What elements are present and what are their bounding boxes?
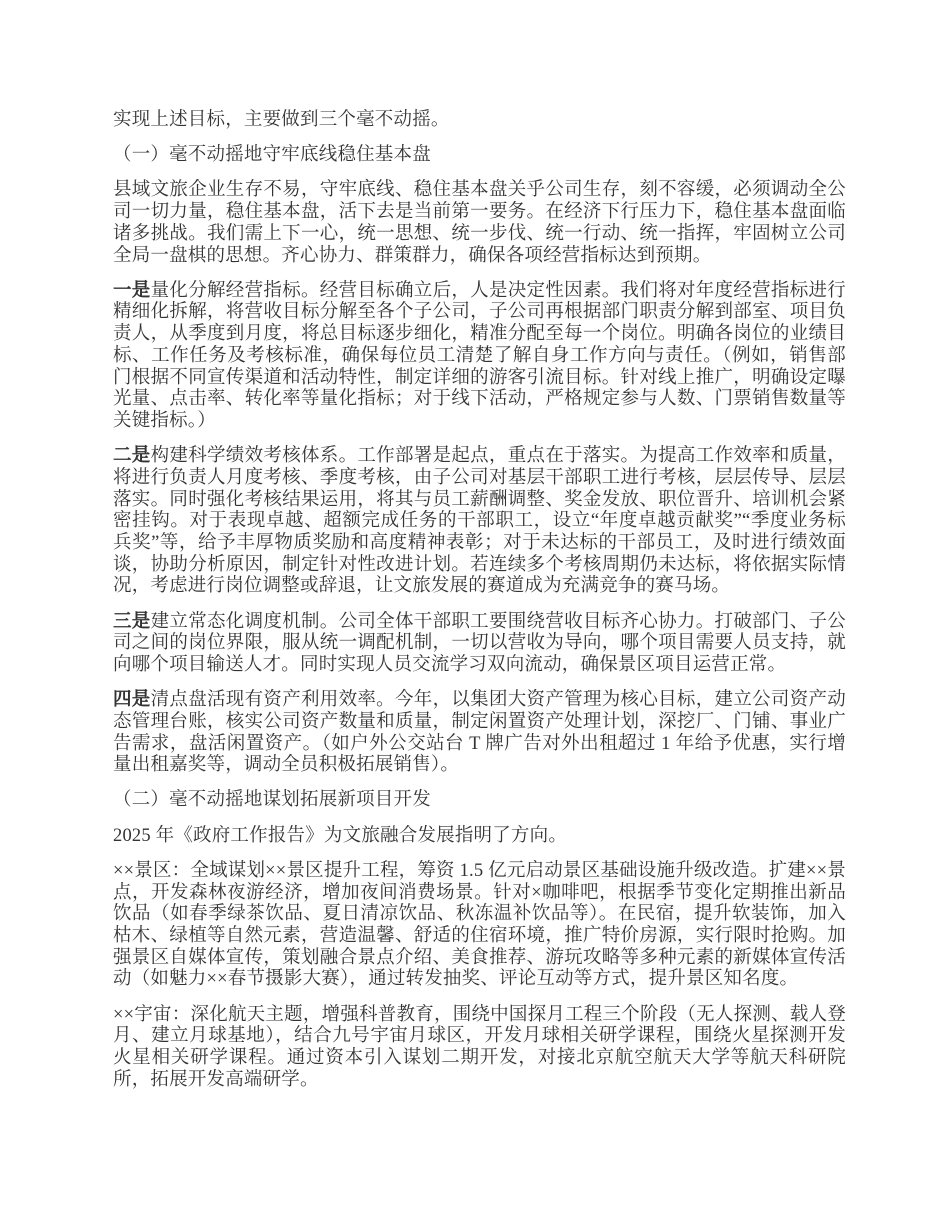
point-1-paragraph <box>113 281 846 433</box>
point-1-text: 量化分解经营指标。经营目标确立后，人是决定性因素。我们将对年度经营指标进行精细化拆解，将营收目标分解至各个子公司，子公司再根据部门职责分解到部室、项目负责人，从季度到月度，将总目标逐步细化，精准分配至每一个岗位。明确各岗位的业绩目标、工作任务及考核标准，确保每位员工清楚了解自身工作方向与责任。（例如，销售部门根据不同宣传渠道和活动特性，制定详细的游客引流目标。针对线上推广，明确设定曝光量、点击率、转化率等量化指标；对于线下活动，严格规定参与人数、门票销售数量等关键指标。） <box>113 280 847 431</box>
point-3-lead: 三是 <box>113 611 151 632</box>
section-1-lead-in-paragraph: 县域文旅企业生存不易，守牢底线、稳住基本盘关乎公司生存，刻不容缓，必须调动全公司一切力量，稳住基本盘，活下去是当前第一要务。在经济下行压力下，稳住基本盘面临诸多挑战。我们需上下一心，统一思想、统一步伐、统一行动、统一指挥，牢固树立公司全局一盘棋的思想。齐心协力、群策群力，确保各项经营指标达到预期。 <box>113 180 846 266</box>
section-1-heading: （一）毫不动摇地守牢底线稳住基本盘 <box>113 145 431 166</box>
point-2-lead: 二是 <box>113 446 151 467</box>
point-1-lead: 一是 <box>113 280 151 301</box>
point-4-lead: 四是 <box>113 690 151 711</box>
point-3-paragraph <box>113 612 846 677</box>
document-body <box>113 110 846 1091</box>
intro-paragraph: 实现上述目标，主要做到三个毫不动摇。 <box>113 110 450 130</box>
point-2-text: 构建科学绩效考核体系。工作部署是起点，重点在于落实。为提高工作效率和质量，将进行负责人月度考核、季度考核，由子公司对基层干部职工进行考核，层层传导、层层落实。同时强化考核结果运用，将其与员工薪酬调整、奖金发放、职位晋升、培训机会紧密挂钩。对于表现卓越、超额完成任务的干部职工，设立“年度卓越贡献奖”“季度业务标兵奖”等，给予丰厚物质奖励和高度精神表彰；对于未达标的干部员工，及时进行绩效面谈，协助分析原因，制定针对性改进计划。若连续多个考核周期仍未达标，将依据实际情况，考虑进行岗位调整或辞退，让文旅发展的赛道成为充满竞争的赛马场。 <box>113 446 847 597</box>
project-1-paragraph: ××景区：全域谋划××景区提升工程，筹资 1.5 亿元启动景区基础设施升级改造。扩建××景点，开发森林夜游经济，增加夜间消费场景。针对×咖啡吧，根据季节变化定期推出新品饮品（如春季绿茶饮品、夏日清凉饮品、秋冻温补饮品等）。在民宿，提升软装饰，加入枯木、绿植等自然元素，营造温馨、舒适的住宿环境，推广特价房源，实行限时抢购。加强景区自媒体宣传，策划融合景点介绍、美食推荐、游玩攻略等多种元素的新媒体宣传活动（如魅力××春节摄影大赛），通过转发抽奖、评论互动等方式，提升景区知名度。 <box>113 860 846 990</box>
section-2-lead-in-paragraph: 2025 年《政府工作报告》为文旅融合发展指明了方向。 <box>113 825 568 846</box>
point-2-paragraph <box>113 446 846 598</box>
point-4-text: 清点盘活现有资产利用效率。今年，以集团大资产管理为核心目标，建立公司资产动态管理台账，核实公司资产数量和质量，制定闲置资产处理计划，深挖厂、门铺、事业广告需求，盘活闲置资产。（如户外公交站台 T 牌广告对外出租超过 1 年给予优惠，实行增量出租嘉奖等，调动全员积极拓展销售）。 <box>113 690 847 776</box>
point-4-paragraph <box>113 690 846 777</box>
section-2-heading: （二）毫不动摇地谋划拓展新项目开发 <box>113 790 431 811</box>
project-2-paragraph: ××宇宙：深化航天主题，增强科普教育，围绕中国探月工程三个阶段（无人探测、载人登月、建立月球基地），结合九号宇宙月球区，开发月球相关研学课程，围绕火星探测开发火星相关研学课程。通过资本引入谋划二期开发，对接北京航空航天大学等航天科研院所，拓展开发高端研学。 <box>113 1004 846 1090</box>
point-3-text: 建立常态化调度机制。公司全体干部职工要围绕营收目标齐心协力。打破部门、子公司之间的岗位界限，服从统一调配机制，一切以营收为导向，哪个项目需要人员支持，就向哪个项目输送人才。同时实现人员交流学习双向流动，确保景区项目运营正常。 <box>113 611 847 675</box>
